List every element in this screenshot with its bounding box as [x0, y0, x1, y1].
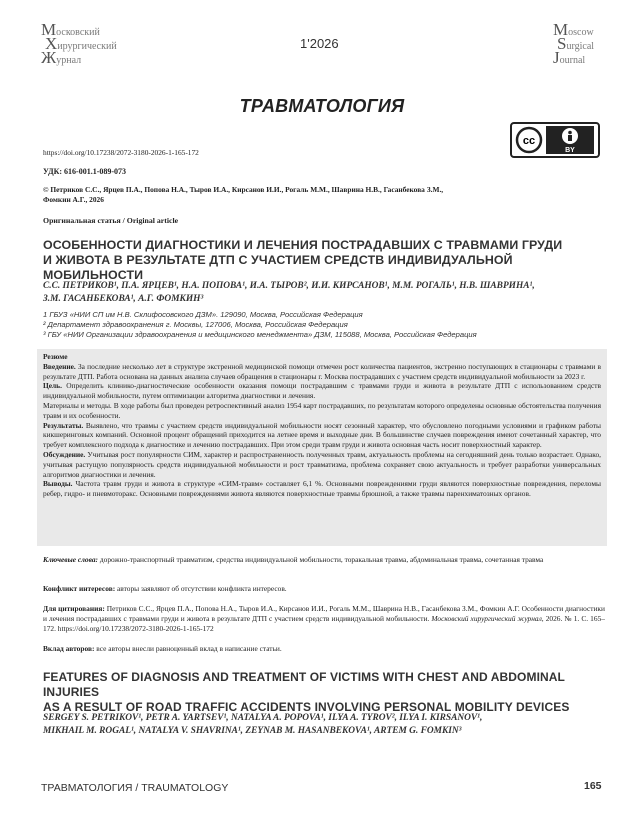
- page-number: 165: [584, 780, 602, 792]
- article-title-ru: ОСОБЕННОСТИ ДИАГНОСТИКИ И ЛЕЧЕНИЯ ПОСТРАДАВШИХ С ТРАВМАМИ ГРУДИ И ЖИВОТА В РЕЗУЛЬТАТЕ ДТП С УЧАСТИЕМ СРЕДСТВ ИНДИВИДУАЛЬНОЙ МОБИЛЬНОСТИ: [43, 238, 563, 282]
- doi-link[interactable]: https://doi.org/10.17238/2072-3180-2026-1-165-172: [43, 148, 199, 157]
- copyright: © Петриков С.С., Ярцев П.А., Попова Н.А., Тыров И.А., Кирсанов И.И., Рогаль М.М., Шаврина Н.В., Гасанбекова З.М., Фомкин А.Г., 2026: [43, 185, 444, 204]
- article-title-en: FEATURES OF DIAGNOSIS AND TREATMENT OF VICTIMS WITH CHEST AND ABDOMINAL INJURIES AS A RESULT OF ROAD TRAFFIC ACCIDENTS INVOLVING PERSONAL MOBILITY DEVICES: [43, 670, 570, 714]
- cc-by-license-badge: [510, 122, 600, 158]
- abstract-results: Результаты. Выявлено, что травмы с участием средств индивидуальной мобильности носят сезонный характер, что обусловлено погодными условиями и графиком работы кикшеринговых компаний. Основной процент обращений приходится на летнее время и выходные дни. В большинстве случаев повреждения имеют сочетанный характер, что требует комплексного подхода к диагностике и лечению пострадавших. При этом среди травм груди и живота основная часть носит поверхностный характер.: [43, 420, 601, 450]
- authors-en: SERGEY S. PETRIKOV¹, PETR A. YARTSEV¹, NATALYA A. POPOVA¹, ILYA A. TYROV², ILYA I. KIRSANOV¹, MIKHAIL M. ROGAL¹, NATALYA V. SHAVRINA¹, ZEYNAB M. HASANBEKOVA¹, ARTEM G. FOMKIN³: [43, 713, 483, 736]
- abstract-discussion: Обсуждение. Учитывая рост популярности СИМ, характер и распространенность полученных травм, актуальность проблемы на сегодняшний день только возрастает. Однако, учитывая растущую популярность средств индивидуальной мобильности и рост травматизма, проблема сохраняет свою актуальность и требует разработки универсальных алгоритмов диагностики и лечения.: [43, 449, 601, 479]
- affiliation-3: ³ ГБУ «НИИ Организации здравоохранения и медицинского менеджмента» ДЗМ, 115088, Москва, Российская Федерация: [43, 330, 477, 339]
- keywords: Ключевые слова: дорожно-транспортный травматизм, средства индивидуальной мобильности, торакальная травма, абдоминальная травма, сочетанная травма: [43, 555, 544, 564]
- abstract-intro: Введение. За последние несколько лет в структуре экстренной медицинской помощи отмечен рост количества пациентов, экстренно поступающих в стационары с травмами в результате ДТП. Работа основана на данных анализа случаев обращения в стационары г. Москва пострадавших с участием средств индивидуальной мобильности за 2023 г.: [43, 361, 602, 381]
- abstract-heading: Резюме: [43, 352, 68, 361]
- issue-number: 1'2026: [300, 36, 339, 51]
- affiliations-ru: [43, 310, 613, 340]
- udk: УДК: 616-001.1-089-073: [43, 167, 127, 176]
- authors-ru: С.С. ПЕТРИКОВ¹, П.А. ЯРЦЕВ¹, Н.А. ПОПОВА¹, И.А. ТЫРОВ², И.И. КИРСАНОВ¹, М.М. РОГАЛЬ¹, Н.В. ШАВРИНА¹, З.М. ГАСАНБЕКОВА¹, А.Г. ФОМКИН³: [43, 281, 535, 304]
- affiliation-1: 1 ГБУЗ «НИИ СП им Н.В. Склифосовского ДЗМ». 129090, Москва, Российская Федерация: [43, 310, 363, 319]
- journal-logo-en: Moscow Surgical Journal: [553, 20, 595, 67]
- abstract-goal: Цель. Определить клинико-диагностические особенности оказания помощи пострадавшим с травмами груди и живота в результате ДТП с использованием средств индивидуальной мобильности, путем оптимизации алгоритма диагностики и лечения.: [43, 381, 601, 401]
- journal-logo-ru: Московский Хирургический Журнал: [41, 20, 117, 67]
- footer-section: ТРАВМАТОЛОГИЯ / TRAUMATOLOGY: [41, 782, 229, 794]
- abstract-box: [37, 349, 607, 546]
- cc-by-icon: [512, 124, 598, 156]
- conflict-of-interest: Конфликт интересов: авторы заявляют об отсутствии конфликта интересов.: [43, 584, 287, 593]
- citation: Для цитирования: Петриков С.С., Ярцев П.А., Попова Н.А., Тыров И.А., Кирсанов И.И., Рогаль М.М., Шаврина Н.В., Гасанбекова З.М., Фомкин А.Г. Особенности диагностики и лечения пострадавших с травмами груди и живота в результате ДТП с участием средств индивидуальной мобильности. Московский хирургический журнал, 2026. № 1. С. 165–172. https://doi.org/10.17238/2072-3180-2026-1-165-172: [43, 604, 605, 633]
- svg-text:BY: BY: [565, 147, 575, 154]
- abstract-conclusions: Выводы. Частота травм груди и живота в структуре «СИМ-травм» составляет 6,1 %. Основными повреждениями груди являются поверхностные повреждения, переломы ребер, гидро- и пневмоторакс. Основными повреждениями живота являются поверхностные травмы брюшной, а также травмы паренхиматозных органов.: [43, 479, 601, 499]
- svg-text:cc: cc: [522, 135, 536, 147]
- abstract-methods: Материалы и методы. В ходе работы был проведен ретроспективный анализ 1954 карт пострадавших, по результатам которого определены основные обстоятельства получения травм и их особенности.: [43, 400, 601, 420]
- section-title: ТРАВМАТОЛОГИЯ: [239, 96, 405, 116]
- author-contribution: Вклад авторов: все авторы внесли равноценный вклад в написание статьи.: [43, 644, 282, 653]
- article-type: Оригинальная статья / Original article: [43, 216, 179, 225]
- affiliation-2: ² Департамент здравоохранения г. Москвы, 127006, Москва, Российская Федерация: [43, 320, 348, 329]
